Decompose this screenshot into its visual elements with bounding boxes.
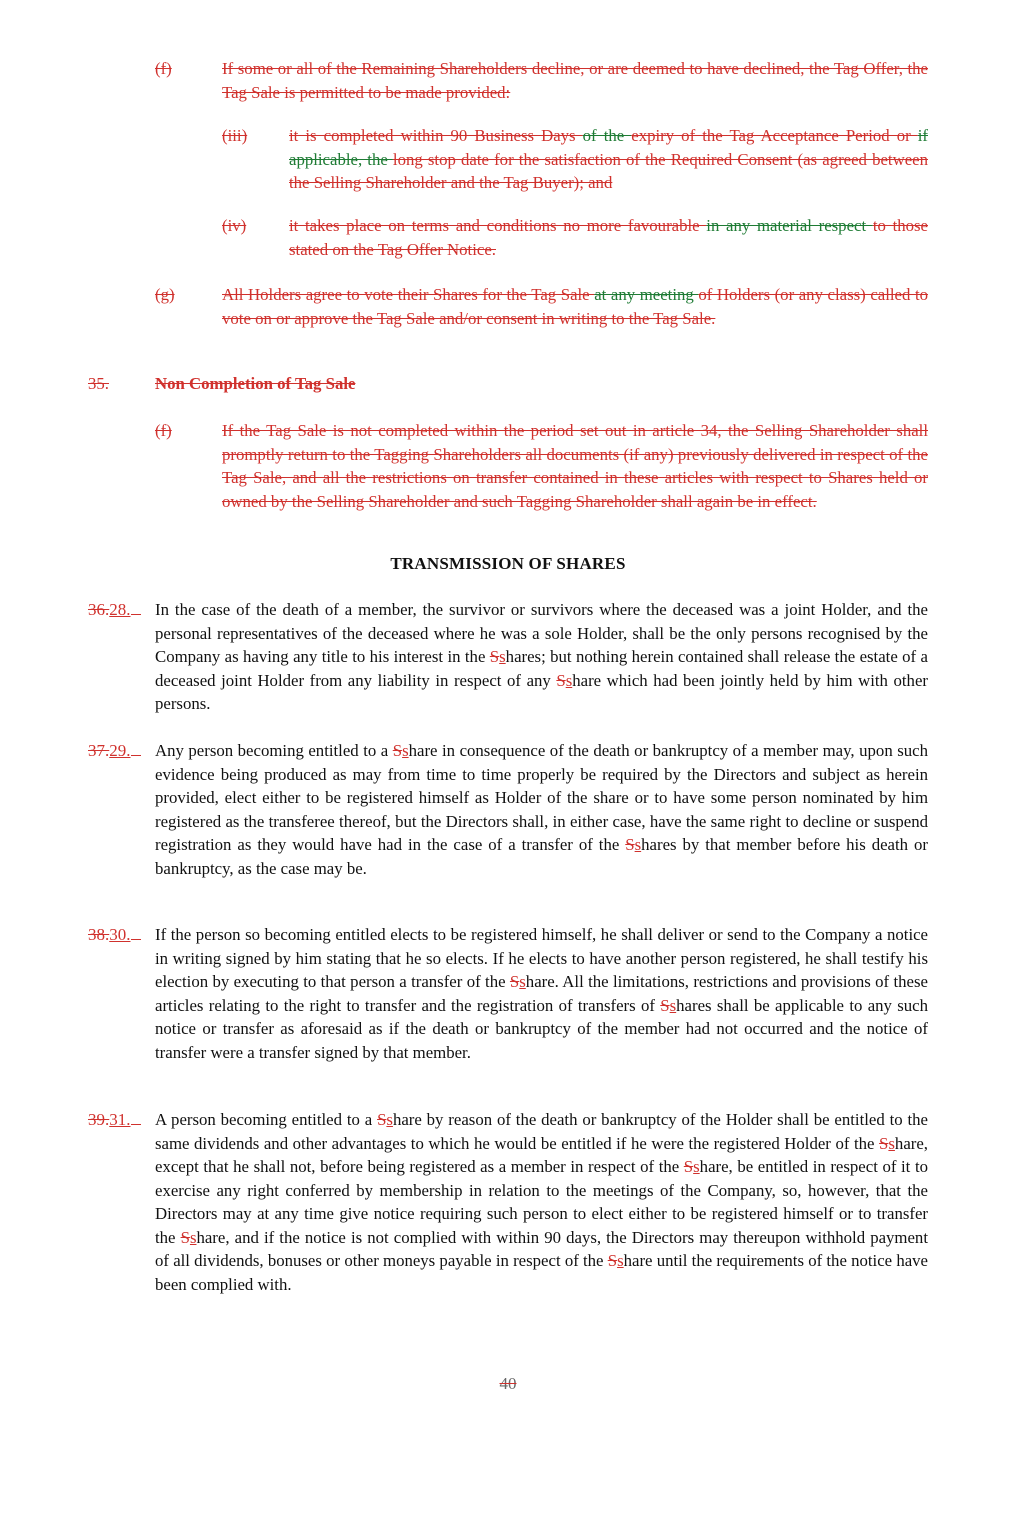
deleted-letter: S: [489, 647, 500, 666]
page-number: [0, 1374, 1016, 1394]
text-run: hare, except that he shall not, before being registered as a member in respect of the: [155, 1133, 928, 1176]
g-green: at any meeting: [594, 285, 699, 304]
article-new-number: 28.: [109, 600, 131, 619]
iii-green-2: if applicable, the: [289, 126, 928, 169]
clause-label-iii: (iii): [222, 126, 248, 145]
text-run: hare by reason of the death or bankruptcy of the Holder shall be entitled to the same dividends and other advantages to which he would be entitled if he were the registered Holder of the: [155, 1110, 928, 1153]
text-run: hare, and if the notice is not complied with within 90 days, the Directors may thereupon withhold payment of all dividends, bonuses or other moneys payable in respect of the: [155, 1227, 928, 1270]
text-run: hares shall be applicable to any such notice or transfer as aforesaid as if the death or bankruptcy of the member had not occurred and the notice of transfer were a transfer signed by that member.: [155, 995, 928, 1062]
text-run: hares; but nothing herein contained shall release the estate of a deceased joint Holder from any liability in respect of any: [155, 647, 928, 690]
deleted-letter: S: [377, 1110, 387, 1129]
deleted-letter: S: [392, 741, 403, 760]
tab-underline: [131, 1110, 141, 1125]
article-old-number: 39.: [88, 1110, 110, 1129]
clause-label-g: (g): [155, 285, 175, 304]
text-run: hare in consequence of the death or bankruptcy of a member may, upon such evidence being produced as may from time to time properly be required by the Directors and subject as herein provided, elect either to be registered himself as Holder of the share or to have some person nominated by him registered as the transferee thereof, but the Directors shall, in either case, have the same right to decline or suspend registration as they would have had in the case of a transfer of the: [155, 741, 928, 854]
text-run: In the case of the death of a member, the survivor or survivors where the deceased was a joint Holder, and the personal representatives of the deceased where he was a sole Holder, shall be the only persons recognised by the Company as having any title to his interest in the: [155, 600, 928, 666]
clause-label-f: (f): [155, 59, 172, 78]
iii-text-c: long stop date for the satisfaction of the Required Consent (as agreed between the Selling Shareholder and the Tag Buyer); and: [289, 149, 928, 192]
article-new-number: 30.: [109, 925, 131, 944]
deleted-letter: S: [509, 972, 520, 991]
article-old-number: 36.: [88, 600, 110, 619]
clause-f-35-text: If the Tag Sale is not completed within the period set out in article 34, the Selling Shareholder shall promptly return to the Tagging Shareholders all documents (if any) previously delivered in respect of the Tag Sale, and all the restrictions on transfer contained in these articles with respect to Shares held or owned by the Selling Shareholder and such Tagging Shareholder shall again be in effect.: [222, 421, 928, 511]
article-30-text: [155, 923, 928, 1064]
article-number: [88, 739, 141, 763]
iii-text-b: expiry of the Tag Acceptance Period or: [631, 126, 918, 145]
iii-text-a: it is completed within 90 Business Days: [289, 126, 583, 145]
g-text-a: All Holders agree to vote their Shares for the Tag Sale: [222, 285, 595, 304]
deleted-letter: S: [556, 670, 566, 690]
article-28-text: [155, 598, 928, 716]
inserted-letter: s: [402, 741, 409, 760]
inserted-letter: s: [617, 1251, 624, 1270]
inserted-letter: s: [693, 1157, 700, 1176]
clause-label-iv: (iv): [222, 216, 247, 235]
inserted-letter: s: [669, 995, 677, 1015]
tab-underline: [131, 741, 141, 756]
article-29-text: [155, 739, 928, 880]
article-number-35: 35.: [88, 374, 109, 393]
article-old-number: 37.: [88, 741, 110, 760]
iv-text-a: it takes place on terms and conditions no more favourable: [289, 216, 707, 235]
inserted-letter: s: [499, 647, 506, 666]
deleted-letter: S: [607, 1251, 618, 1270]
text-run: hares by that member before his death or bankruptcy, as the case may be.: [155, 835, 928, 878]
deleted-letter: S: [879, 1133, 889, 1153]
text-run: hare which had been jointly held by him with other persons.: [155, 670, 928, 713]
clause-g-text: [222, 283, 928, 330]
clause-iv-text: [289, 214, 928, 261]
text-run: Any person becoming entitled to a: [155, 741, 393, 760]
text-run: A person becoming entitled to a: [155, 1110, 378, 1129]
article-new-number: 29.: [109, 741, 131, 760]
article-old-number: 38.: [88, 925, 110, 944]
page-number-text: 40: [499, 1374, 517, 1393]
article-number: [88, 1108, 141, 1132]
iv-text-b: to those stated on the Tag Offer Notice.: [289, 216, 928, 259]
inserted-letter: s: [386, 1110, 393, 1129]
inserted-letter: s: [634, 835, 642, 854]
g-text-b: of Holders (or any class) called to vote on or approve the Tag Sale and/or consent in writing to the Tag Sale.: [222, 285, 929, 328]
article-new-number: 31.: [109, 1110, 131, 1129]
inserted-letter: s: [189, 1227, 197, 1247]
text-run: hare, be entitled in respect of it to exercise any right conferred by membership in relation to the meetings of the Company, so, however, that the Directors may at any time give notice requiring such person to elect either to be registered himself or to transfer the: [155, 1157, 928, 1247]
article-number: [88, 598, 141, 622]
text-run: hare. All the limitations, restrictions and provisions of these articles relating to the right to transfer and the registration of transfers of: [155, 972, 928, 1015]
clause-label-f-35: (f): [155, 421, 172, 440]
inserted-letter: s: [519, 972, 526, 991]
text-run: hare until the requirements of the notice have been complied with.: [155, 1251, 929, 1294]
clause-iii-text: [289, 124, 928, 195]
article-31-text: [155, 1108, 928, 1296]
text-run: If the person so becoming entitled elects to be registered himself, he shall deliver or send to the Company a notice in writing signed by him stating that he so elects. If he elects to have another person registered, he shall testify his election by executing to that person a transfer of the: [155, 925, 928, 991]
article-35-title: Non Completion of Tag Sale: [155, 374, 356, 393]
deleted-letter: S: [660, 995, 670, 1015]
deleted-letter: S: [625, 835, 635, 854]
iv-green: in any material respect: [706, 216, 873, 235]
inserted-letter: s: [888, 1133, 895, 1153]
tab-underline: [131, 600, 141, 615]
tab-underline: [131, 925, 141, 940]
iii-green-1: of the: [582, 126, 632, 145]
deleted-letter: S: [683, 1157, 694, 1176]
clause-f-text: If some or all of the Remaining Shareholders decline, or are deemed to have declined, the Tag Offer, the Tag Sale is permitted to be made provided:: [222, 59, 928, 102]
inserted-letter: s: [565, 670, 573, 690]
section-heading: TRANSMISSION OF SHARES: [390, 554, 626, 573]
article-number: [88, 923, 141, 947]
deleted-letter: S: [180, 1227, 190, 1247]
